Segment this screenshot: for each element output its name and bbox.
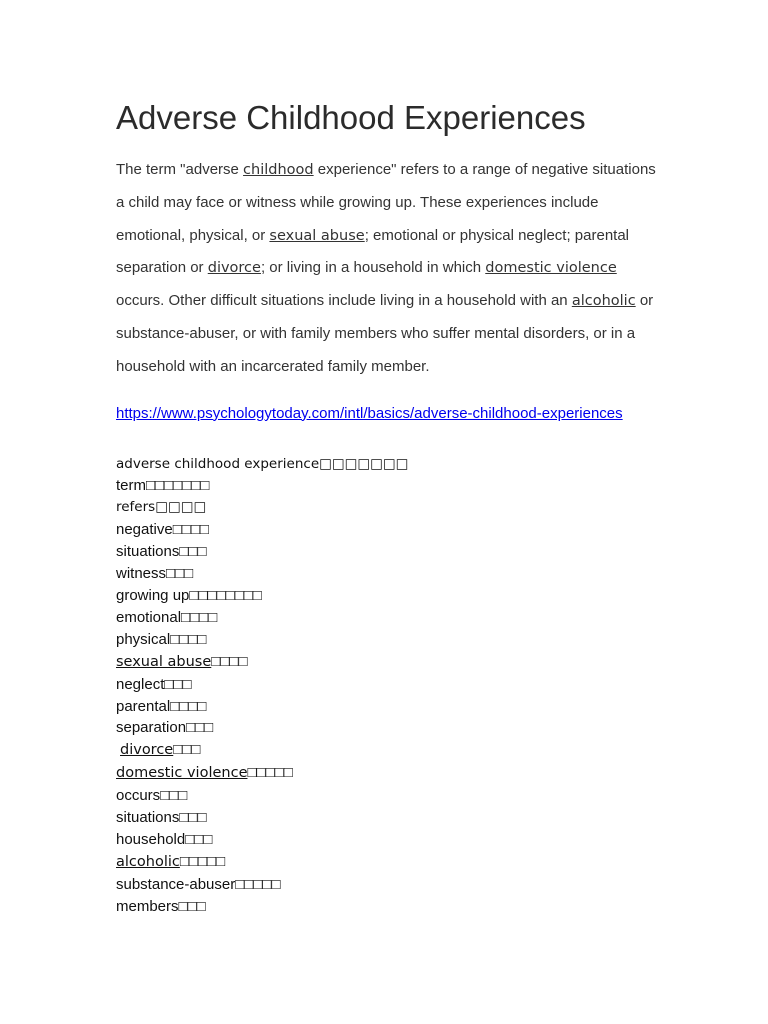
vocab-item — [116, 762, 656, 785]
vocab-gloss: □□□ — [179, 543, 207, 561]
vocab-gloss: □□□□ — [170, 630, 207, 648]
vocab-item — [116, 785, 656, 807]
para-text: experience" refers to a range of negative situations a child may face or witness while growing up. These experiences include emotional, physical, or — [116, 161, 656, 244]
link-childhood[interactable]: childhood — [243, 162, 314, 178]
vocab-word-link[interactable]: divorce — [120, 742, 174, 759]
page-title: Adverse Childhood Experiences — [116, 99, 586, 136]
source-link-row — [116, 404, 656, 424]
vocab-item — [116, 563, 656, 585]
vocab-gloss: □□□□□□□ — [146, 477, 210, 495]
vocab-item — [116, 651, 656, 674]
vocab-item — [116, 896, 656, 918]
vocab-word: household — [116, 830, 186, 848]
vocab-word: occurs — [116, 787, 161, 805]
link-alcoholic[interactable]: alcoholic — [571, 293, 636, 310]
vocab-gloss: □□□□□□□ — [319, 455, 409, 472]
source-url-link[interactable]: https://www.psychologytoday.com/intl/basics/adverse-childhood-experiences — [116, 404, 623, 422]
vocab-gloss: □□□□ — [211, 652, 248, 670]
vocab-gloss: □□□□□ — [247, 764, 293, 782]
intro-paragraph — [116, 154, 656, 384]
link-divorce[interactable]: divorce — [207, 260, 261, 277]
vocab-item — [116, 851, 656, 874]
vocabulary-list — [116, 454, 656, 918]
vocab-item — [116, 717, 656, 739]
vocab-item — [116, 674, 656, 696]
vocab-gloss: □□□ — [179, 809, 207, 827]
vocab-gloss: □□□ — [186, 719, 214, 737]
vocab-gloss: □□□ — [164, 675, 192, 693]
vocab-gloss: □□□□□ — [179, 852, 226, 870]
vocab-gloss: □□□□□□□□ — [189, 587, 262, 605]
vocab-word: emotional — [116, 608, 182, 626]
vocab-word: parental — [116, 697, 171, 715]
vocab-gloss: □□□ — [185, 830, 213, 848]
vocab-gloss: □□□□ — [170, 697, 207, 715]
vocab-word-link[interactable]: domestic violence — [116, 765, 248, 782]
vocab-item — [116, 585, 656, 607]
vocab-item — [116, 629, 656, 651]
vocab-item — [116, 519, 656, 541]
vocab-gloss: □□□ — [173, 741, 201, 759]
link-domestic-violence[interactable]: domestic violence — [485, 260, 617, 277]
vocab-word-link[interactable]: sexual abuse — [116, 653, 212, 670]
vocab-word: term — [116, 477, 146, 495]
vocab-item — [116, 454, 656, 476]
vocab-item — [116, 874, 656, 896]
vocab-item — [116, 607, 656, 629]
link-sexual-abuse[interactable]: sexual abuse — [269, 227, 365, 244]
vocab-item — [116, 739, 656, 762]
vocab-word: substance-abuser — [116, 875, 236, 893]
document-page — [116, 96, 656, 918]
vocab-word: physical — [116, 630, 171, 648]
vocab-gloss: □□□□ — [181, 608, 218, 626]
vocab-gloss: □□□ — [166, 565, 194, 583]
vocab-item — [116, 541, 656, 563]
vocab-item — [116, 807, 656, 829]
vocab-word: situations — [116, 543, 180, 561]
vocab-gloss: □□□ — [160, 787, 188, 805]
para-text: The term "adverse — [116, 161, 244, 178]
vocab-word: separation — [116, 719, 187, 737]
vocab-gloss: □□□ — [178, 897, 206, 915]
vocab-word: witness — [116, 565, 167, 583]
para-text: or substance-abuser, or with family members who suffer mental disorders, or in a household with an incarcerated family member. — [116, 292, 654, 375]
vocab-word: adverse childhood experience — [116, 455, 320, 472]
vocab-word: refers — [116, 499, 156, 516]
para-text: occurs. Other difficult situations include living in a household with an — [116, 292, 572, 310]
vocab-word-link[interactable]: alcoholic — [116, 853, 180, 870]
vocab-word: members — [116, 897, 179, 915]
vocab-word: situations — [116, 809, 180, 827]
para-text: ; emotional or physical neglect; parental separation or — [116, 226, 630, 277]
para-text: ; or living in a household in which — [260, 259, 486, 277]
vocab-word: neglect — [116, 675, 165, 693]
vocab-gloss: □□□□□ — [235, 875, 281, 893]
vocab-word: growing up — [116, 587, 190, 605]
vocab-word: negative — [116, 521, 173, 539]
vocab-item — [116, 497, 656, 519]
vocab-item — [116, 475, 656, 497]
vocab-gloss: □□□□ — [155, 499, 207, 516]
vocab-item — [116, 696, 656, 718]
vocab-gloss: □□□□ — [172, 521, 209, 539]
vocab-item — [116, 829, 656, 851]
